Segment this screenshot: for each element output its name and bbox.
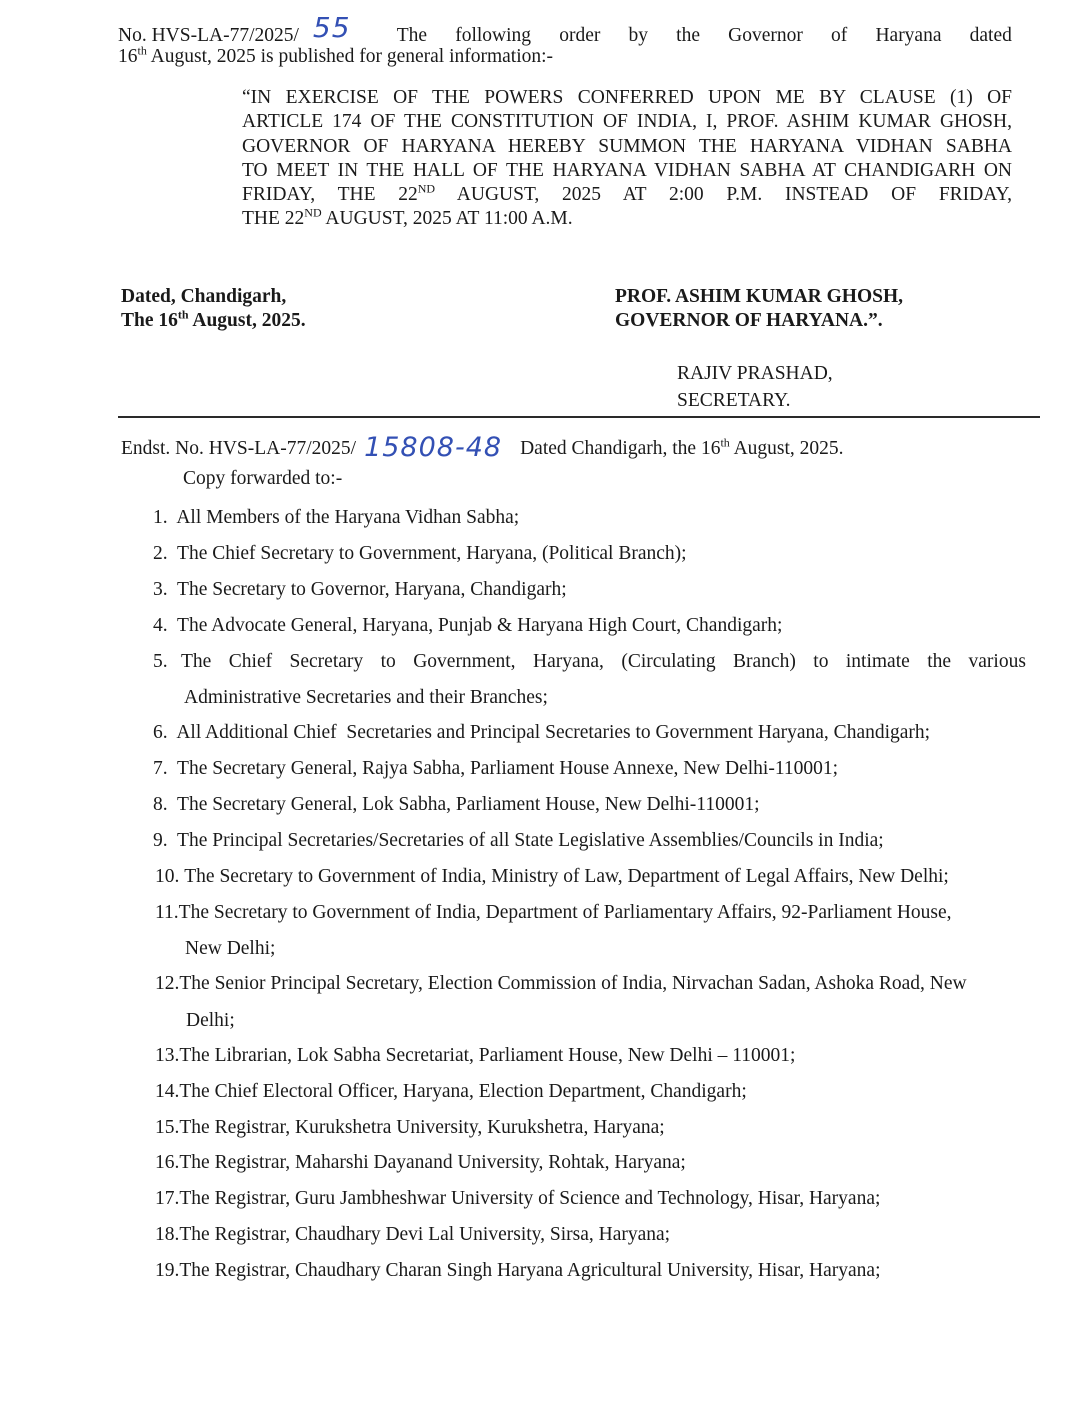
list-number: 7.: [153, 758, 168, 779]
list-number: 4.: [153, 615, 168, 636]
header-date-day: 16: [118, 46, 138, 67]
list-word: Haryana,: [533, 651, 604, 672]
list-number: 1.: [153, 507, 168, 528]
secretary-name: RAJIV PRASHAD,: [677, 363, 833, 384]
list-item: [181, 651, 1026, 673]
list-item: [155, 973, 967, 995]
list-text-continued: Delhi;: [186, 1010, 235, 1031]
list-number: 9.: [153, 830, 168, 851]
list-item: [153, 579, 567, 601]
order-line: GOVERNOR OF HARYANA HEREBY SUMMON THE HARYANA VIDHAN SABHA: [242, 135, 1012, 157]
list-item: [153, 758, 838, 780]
list-word: Branch): [733, 651, 796, 672]
list-text: The Secretary to Government of India, Ministry of Law, Department of Legal Affairs, New Delhi;: [184, 866, 949, 887]
list-number: 6.: [153, 722, 168, 743]
list-text-continued: New Delhi;: [185, 938, 276, 959]
list-text: The Registrar, Maharshi Dayanand University, Rohtak, Haryana;: [179, 1152, 686, 1173]
list-item: [153, 794, 760, 816]
list-number: 19.: [155, 1260, 180, 1281]
order-line5-sup: ND: [417, 181, 436, 196]
list-text: The Principal Secretaries/Secretaries of all State Legislative Assemblies/Councils in India;: [177, 830, 884, 851]
endorsement-prefix: Endst. No. HVS-LA-77/2025/: [121, 438, 357, 459]
intro-word: order: [559, 25, 601, 46]
list-number: 12.: [155, 973, 180, 994]
endorsement-dated-sup: th: [720, 435, 730, 450]
memo-prefix: No. HVS-LA-77/2025/: [118, 25, 299, 46]
list-item: [155, 866, 949, 888]
governor-title: GOVERNOR OF HARYANA.”.: [615, 310, 883, 331]
list-word: Government,: [413, 651, 516, 672]
dated-date-b: August, 2025.: [188, 310, 306, 331]
intro-word: Governor: [728, 25, 803, 46]
list-number: 14.: [155, 1081, 180, 1102]
list-word: The: [181, 651, 212, 672]
list-text: All Additional Chief Secretaries and Principal Secretaries to Government Haryana, Chandigarh;: [176, 722, 931, 743]
list-text: The Secretary General, Lok Sabha, Parliament House, New Delhi-110001;: [177, 794, 760, 815]
list-item: [155, 1045, 795, 1067]
order-line: TO MEET IN THE HALL OF THE HARYANA VIDHAN SABHA AT CHANDIGARH ON: [242, 159, 1012, 181]
list-item: [155, 1224, 670, 1246]
list-item: [153, 543, 687, 565]
list-word: various: [968, 651, 1026, 672]
endorsement-dated-b: August, 2025.: [729, 438, 844, 459]
order-line: [242, 183, 1012, 207]
list-text: The Secretary to Governor, Haryana, Chandigarh;: [177, 579, 567, 600]
intro-word: following: [455, 25, 532, 46]
dated-date-a: The 16: [121, 310, 178, 331]
list-text: The Senior Principal Secretary, Election Commission of India, Nirvachan Sadan, Ashoka Road, New: [179, 973, 967, 994]
order-line6-a: THE 22: [242, 208, 305, 230]
intro-word: of: [831, 25, 848, 46]
governor-name: PROF. ASHIM KUMAR GHOSH,: [615, 286, 904, 307]
intro-word: the: [676, 25, 700, 46]
secretary-title: SECRETARY.: [677, 390, 791, 411]
list-item: [155, 1152, 686, 1174]
order-line: “IN EXERCISE OF THE POWERS CONFERRED UPON ME BY CLAUSE (1) OF: [242, 87, 1012, 108]
header-intro-rest: August, 2025 is published for general information:-: [150, 46, 554, 67]
list-text: The Librarian, Lok Sabha Secretariat, Parliament House, New Delhi – 110001;: [179, 1045, 796, 1066]
order-line5-a: FRIDAY, THE 22: [242, 184, 418, 206]
dated-date-sup: th: [177, 307, 189, 322]
intro-word: by: [628, 25, 649, 46]
divider-rule: [118, 416, 1040, 418]
list-number: 3.: [153, 579, 168, 600]
dated-date: [121, 307, 306, 332]
list-item: [155, 1260, 881, 1282]
order-line: [242, 207, 1012, 231]
list-text: The Registrar, Guru Jambheshwar University of Science and Technology, Hisar, Haryana;: [179, 1188, 881, 1209]
list-text: The Registrar, Chaudhary Devi Lal University, Sirsa, Haryana;: [179, 1224, 671, 1245]
list-text: The Secretary General, Rajya Sabha, Parliament House Annexe, New Delhi-110001;: [177, 758, 839, 779]
list-item: [155, 902, 952, 924]
copy-forwarded-label: Copy forwarded to:-: [183, 468, 343, 489]
list-item: [155, 1188, 880, 1210]
endorsement-dated-a: Dated Chandigarh, the 16: [520, 438, 721, 459]
list-word: (Circulating: [621, 651, 716, 672]
list-number: 18.: [155, 1224, 180, 1245]
intro-word: dated: [969, 25, 1012, 46]
list-item: [153, 722, 930, 744]
list-text: All Members of the Haryana Vidhan Sabha;: [176, 507, 520, 528]
header-line-2: [118, 43, 554, 68]
list-number: 8.: [153, 794, 168, 815]
list-item: [153, 507, 519, 529]
governor-order: [242, 86, 1012, 232]
list-text-continued: Administrative Secretaries and their Branches;: [184, 687, 548, 708]
handwritten-endorsement-number: 15808-48: [364, 432, 503, 463]
endorsement-line: [121, 430, 844, 461]
list-item: [153, 615, 782, 637]
list-text: The Registrar, Chaudhary Charan Singh Haryana Agricultural University, Hisar, Haryana;: [179, 1260, 881, 1281]
dated-place: Dated, Chandigarh,: [121, 286, 287, 307]
list-word: Secretary: [289, 651, 364, 672]
list-word: Chief: [228, 651, 273, 672]
order-line6-b: AUGUST, 2025 AT 11:00 A.M.: [321, 208, 573, 230]
list-text: The Secretary to Government of India, Department of Parliamentary Affairs, 92-Parliament House,: [178, 902, 952, 923]
list-text: The Advocate General, Haryana, Punjab & Haryana High Court, Chandigarh;: [177, 615, 783, 636]
intro-word: Haryana: [875, 25, 942, 46]
list-word: intimate: [845, 651, 910, 672]
list-number: 2.: [153, 543, 168, 564]
handwritten-memo-number: 55: [312, 11, 351, 44]
intro-word: The: [396, 25, 428, 46]
list-item-number: 5.: [153, 651, 168, 672]
header-date-suffix: th: [137, 43, 147, 58]
order-line: ARTICLE 174 OF THE CONSTITUTION OF INDIA, I, PROF. ASHIM KUMAR GHOSH,: [242, 111, 1012, 133]
list-word: to: [813, 651, 829, 672]
list-number: 15.: [155, 1117, 180, 1138]
order-line5-b: AUGUST, 2025 AT 2:00 P.M. INSTEAD OF FRIDAY,: [435, 184, 1012, 206]
list-text: The Registrar, Kurukshetra University, Kurukshetra, Haryana;: [179, 1117, 665, 1138]
order-line6-sup: ND: [304, 205, 322, 220]
list-number: 11.: [155, 902, 179, 923]
list-word: to: [380, 651, 396, 672]
list-word: the: [927, 651, 952, 672]
list-text: The Chief Secretary to Government, Haryana, (Political Branch);: [177, 543, 687, 564]
list-number: 17.: [155, 1188, 180, 1209]
list-item: [153, 830, 884, 852]
list-number: 13.: [155, 1045, 180, 1066]
list-item: [155, 1117, 665, 1139]
list-item: [155, 1081, 747, 1103]
list-number: 10.: [155, 866, 180, 887]
list-number: 16.: [155, 1152, 180, 1173]
list-text: The Chief Electoral Officer, Haryana, Election Department, Chandigarh;: [179, 1081, 747, 1102]
